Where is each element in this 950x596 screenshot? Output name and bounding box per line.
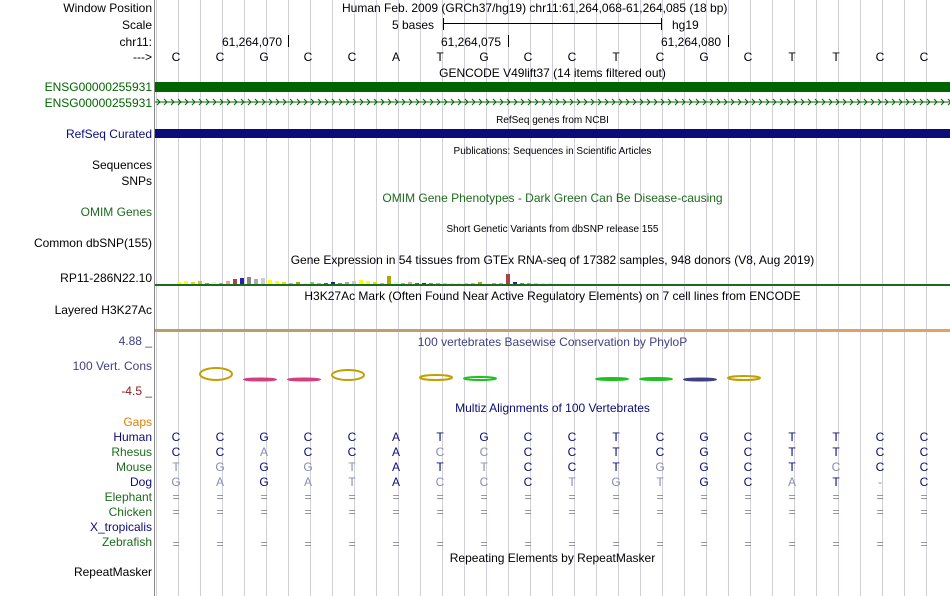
alignment-base-chicken: =: [832, 505, 840, 519]
alignment-base-chicken: =: [480, 505, 488, 519]
alignment-base-zebrafish: =: [480, 537, 488, 551]
scale-assembly: hg19: [672, 18, 699, 32]
alignment-base-dog: T: [348, 475, 356, 489]
label-vert-cons[interactable]: 100 Vert. Cons: [72, 359, 152, 373]
alignment-base-zebrafish: =: [348, 537, 356, 551]
coord-tick-3: [728, 35, 729, 47]
phylop-logo-mark: [288, 379, 320, 381]
publications-track-title: Publications: Sequences in Scientific Articles: [453, 146, 652, 157]
alignment-base-elephant: =: [744, 490, 752, 504]
coord-label-2: 61,264,075: [441, 35, 502, 49]
alignment-base-zebrafish: =: [392, 537, 400, 551]
phylop-track-title: 100 vertebrates Basewise Conservation by PhyloP: [417, 335, 688, 349]
alignment-base-dog: C: [743, 475, 753, 489]
alignment-base-dog: C: [479, 475, 489, 489]
alignment-base-dog: A: [391, 475, 400, 489]
alignment-base-human: T: [436, 430, 444, 444]
alignment-base-rhesus: C: [743, 445, 753, 459]
alignment-base-rhesus: C: [479, 445, 489, 459]
alignment-base-mouse: T: [436, 460, 444, 474]
reference-base: C: [215, 50, 225, 64]
alignment-base-rhesus: C: [919, 445, 929, 459]
alignment-base-zebrafish: =: [876, 537, 884, 551]
label-snps[interactable]: SNPs: [121, 174, 152, 188]
label-gtex-gene[interactable]: RP11-286N22.10: [60, 271, 152, 285]
scale-label: 5 bases: [392, 18, 435, 32]
label-chicken: Chicken: [108, 505, 152, 519]
alignment-base-chicken: =: [568, 505, 576, 519]
alignment-base-mouse: C: [743, 460, 753, 474]
alignment-base-dog: T: [656, 475, 664, 489]
label-zebrafish: Zebrafish: [101, 535, 152, 549]
gencode-track-title: GENCODE V49lift37 (14 items filtered out): [439, 66, 666, 80]
label-layered-h3k27ac[interactable]: Layered H3K27Ac: [54, 303, 152, 317]
alignment-base-human: A: [391, 430, 400, 444]
phylop-logo-mark: [420, 375, 452, 380]
alignment-base-rhesus: T: [788, 445, 796, 459]
label-chr: chr11:: [119, 35, 152, 49]
alignment-base-human: C: [567, 430, 577, 444]
alignment-base-zebrafish: =: [744, 537, 752, 551]
alignment-base-zebrafish: =: [832, 537, 840, 551]
reference-base: C: [655, 50, 665, 64]
alignment-base-rhesus: C: [347, 445, 357, 459]
alignment-base-dog: -: [878, 475, 882, 489]
reference-base: T: [612, 50, 620, 64]
label-gaps[interactable]: Gaps: [123, 415, 152, 429]
alignment-base-dog: C: [435, 475, 445, 489]
alignment-base-elephant: =: [788, 490, 796, 504]
alignment-base-elephant: =: [172, 490, 180, 504]
label-repeatmasker[interactable]: RepeatMasker: [73, 565, 152, 579]
alignment-base-rhesus: C: [303, 445, 313, 459]
phylop-logo-mark: [244, 379, 276, 381]
alignment-base-human: T: [788, 430, 796, 444]
reference-base: C: [171, 50, 181, 64]
alignment-base-human: C: [523, 430, 533, 444]
alignment-base-rhesus: G: [699, 445, 709, 459]
reference-base: T: [788, 50, 796, 64]
label-dog: Dog: [129, 475, 152, 489]
phylop-logo-graph[interactable]: [155, 364, 950, 396]
alignment-base-zebrafish: =: [172, 537, 180, 551]
alignment-base-human: C: [655, 430, 665, 444]
alignment-base-dog: C: [919, 475, 929, 489]
alignment-base-mouse: T: [172, 460, 180, 474]
alignment-base-zebrafish: =: [260, 537, 268, 551]
alignment-base-mouse: C: [567, 460, 577, 474]
alignment-base-zebrafish: =: [656, 537, 664, 551]
alignment-base-elephant: =: [524, 490, 532, 504]
alignment-base-human: G: [479, 430, 489, 444]
multiz-track-title: Multiz Alignments of 100 Vertebrates: [455, 401, 650, 415]
alignment-base-human: T: [832, 430, 840, 444]
reference-base: G: [699, 50, 709, 64]
alignment-base-zebrafish: =: [700, 537, 708, 551]
scale-bar: [443, 18, 662, 30]
repeatmasker-track-title: Repeating Elements by RepeatMasker: [449, 551, 656, 565]
alignment-base-mouse: C: [875, 460, 885, 474]
alignment-base-chicken: =: [876, 505, 884, 519]
alignment-base-rhesus: C: [875, 445, 885, 459]
reference-base: C: [743, 50, 753, 64]
reference-base: C: [303, 50, 313, 64]
alignment-base-chicken: =: [524, 505, 532, 519]
phylop-logo-mark: [200, 368, 232, 380]
alignment-base-elephant: =: [568, 490, 576, 504]
alignment-base-mouse: C: [831, 460, 841, 474]
refseq-track-title: RefSeq genes from NCBI: [496, 115, 609, 126]
reference-base: G: [479, 50, 489, 64]
alignment-base-elephant: =: [348, 490, 356, 504]
alignment-base-elephant: =: [216, 490, 224, 504]
alignment-base-zebrafish: =: [304, 537, 312, 551]
h3k27ac-signal[interactable]: [155, 329, 950, 332]
alignment-base-chicken: =: [172, 505, 180, 519]
alignment-base-rhesus: C: [435, 445, 445, 459]
phylop-logo-mark: [684, 379, 716, 381]
alignment-base-zebrafish: =: [524, 537, 532, 551]
label-refseq[interactable]: RefSeq Curated: [65, 127, 152, 141]
alignment-base-human: G: [259, 430, 269, 444]
gtex-tissue-bar[interactable]: [247, 277, 251, 284]
alignment-base-chicken: =: [260, 505, 268, 519]
alignment-base-dog: T: [568, 475, 576, 489]
alignment-base-human: C: [347, 430, 357, 444]
label-xtropicalis: X_tropicalis: [89, 520, 152, 534]
alignment-base-rhesus: T: [612, 445, 620, 459]
h3k27ac-track-title: H3K27Ac Mark (Often Found Near Active Regulatory Elements) on 7 cell lines from ENCODE: [304, 289, 801, 303]
alignment-base-human: C: [875, 430, 885, 444]
label-omim[interactable]: OMIM Genes: [80, 205, 152, 219]
alignment-base-mouse: G: [655, 460, 665, 474]
gtex-tissue-bar[interactable]: [387, 276, 391, 284]
alignment-base-chicken: =: [348, 505, 356, 519]
alignment-base-dog: A: [215, 475, 224, 489]
reference-base: C: [567, 50, 577, 64]
alignment-base-dog: T: [832, 475, 840, 489]
alignment-base-rhesus: T: [832, 445, 840, 459]
alignment-base-mouse: C: [523, 460, 533, 474]
alignment-base-human: C: [215, 430, 225, 444]
alignment-base-mouse: T: [348, 460, 356, 474]
coord-label-3: 61,264,080: [661, 35, 722, 49]
alignment-base-zebrafish: =: [788, 537, 796, 551]
label-mouse: Mouse: [115, 460, 152, 474]
phylop-logo-mark: [464, 377, 496, 380]
alignment-base-chicken: =: [304, 505, 312, 519]
alignment-base-zebrafish: =: [436, 537, 444, 551]
alignment-base-elephant: =: [612, 490, 620, 504]
alignment-base-chicken: =: [436, 505, 444, 519]
alignment-base-dog: G: [611, 475, 621, 489]
label-rhesus: Rhesus: [111, 445, 152, 459]
alignment-base-elephant: =: [304, 490, 312, 504]
omim-track-title: OMIM Gene Phenotypes - Dark Green Can Be Disease-causing: [382, 191, 723, 205]
alignment-base-mouse: T: [612, 460, 620, 474]
alignment-base-rhesus: C: [171, 445, 181, 459]
gtex-track-title: Gene Expression in 54 tissues from GTEx RNA-seq of 17382 samples, 948 donors (V8, Aug 2019): [290, 253, 815, 267]
label-gencode-1[interactable]: ENSG00000255931: [44, 80, 152, 94]
alignment-base-mouse: G: [699, 460, 709, 474]
alignment-base-rhesus: C: [567, 445, 577, 459]
alignment-base-mouse: T: [788, 460, 796, 474]
alignment-base-chicken: =: [788, 505, 796, 519]
gtex-baseline: [155, 284, 950, 286]
alignment-base-human: C: [171, 430, 181, 444]
alignment-base-rhesus: C: [215, 445, 225, 459]
alignment-base-chicken: =: [920, 505, 928, 519]
label-gencode-2[interactable]: ENSG00000255931: [44, 96, 152, 110]
alignment-base-rhesus: A: [391, 445, 400, 459]
alignment-base-zebrafish: =: [612, 537, 620, 551]
alignment-base-human: G: [699, 430, 709, 444]
alignment-base-chicken: =: [392, 505, 400, 519]
alignment-base-elephant: =: [700, 490, 708, 504]
alignment-base-elephant: =: [392, 490, 400, 504]
alignment-base-chicken: =: [656, 505, 664, 519]
alignment-base-chicken: =: [216, 505, 224, 519]
phylop-logo-mark: [596, 378, 628, 380]
label-sequences[interactable]: Sequences: [91, 158, 152, 172]
reference-base: A: [391, 50, 400, 64]
coord-tick-2: [508, 35, 509, 47]
alignment-base-mouse: G: [303, 460, 313, 474]
alignment-base-zebrafish: =: [920, 537, 928, 551]
alignment-base-rhesus: A: [259, 445, 268, 459]
phylop-logo-mark: [640, 378, 672, 380]
label-phylop-max: 4.88 _: [118, 334, 152, 348]
alignment-base-human: C: [303, 430, 313, 444]
track-label-column: [0, 0, 155, 596]
reference-base: C: [523, 50, 533, 64]
label-scale: Scale: [121, 18, 152, 32]
alignment-base-dog: G: [171, 475, 181, 489]
alignment-base-dog: G: [259, 475, 269, 489]
gtex-expression-bars[interactable]: [155, 268, 555, 284]
alignment-base-mouse: T: [480, 460, 488, 474]
refseq-gene-bar[interactable]: [155, 129, 950, 138]
alignment-base-mouse: A: [391, 460, 400, 474]
reference-base: G: [259, 50, 269, 64]
alignment-base-human: C: [919, 430, 929, 444]
alignment-base-mouse: C: [919, 460, 929, 474]
alignment-base-zebrafish: =: [568, 537, 576, 551]
alignment-base-chicken: =: [744, 505, 752, 519]
reference-base: T: [832, 50, 840, 64]
alignment-base-mouse: G: [259, 460, 269, 474]
coord-tick-1: [288, 35, 289, 47]
phylop-logo-mark: [728, 376, 760, 380]
alignment-base-elephant: =: [480, 490, 488, 504]
alignment-base-zebrafish: =: [216, 537, 224, 551]
label-phylop-min: -4.5 _: [121, 384, 152, 398]
gtex-tissue-bar[interactable]: [506, 274, 510, 284]
label-common-dbsnp[interactable]: Common dbSNP(155): [33, 236, 152, 250]
alignment-base-dog: A: [303, 475, 312, 489]
alignment-base-elephant: =: [832, 490, 840, 504]
alignment-base-elephant: =: [260, 490, 268, 504]
alignment-base-dog: C: [523, 475, 533, 489]
phylop-logo-mark: [332, 370, 364, 380]
label-strand-arrow: --->: [133, 50, 152, 64]
label-window-position: Window Position: [63, 1, 152, 15]
alignment-base-human: C: [743, 430, 753, 444]
alignment-base-rhesus: C: [523, 445, 533, 459]
gencode-gene-bar[interactable]: [155, 82, 950, 92]
alignment-base-elephant: =: [436, 490, 444, 504]
gencode-intron-line[interactable]: [155, 97, 950, 107]
alignment-base-elephant: =: [920, 490, 928, 504]
alignment-base-elephant: =: [876, 490, 884, 504]
reference-base: C: [919, 50, 929, 64]
label-elephant: Elephant: [104, 490, 152, 504]
dbsnp-track-title: Short Genetic Variants from dbSNP release 155: [446, 224, 659, 235]
alignment-base-dog: A: [787, 475, 796, 489]
reference-base: T: [436, 50, 444, 64]
alignment-base-mouse: G: [215, 460, 225, 474]
alignment-base-elephant: =: [656, 490, 664, 504]
reference-base: C: [875, 50, 885, 64]
alignment-base-rhesus: C: [655, 445, 665, 459]
reference-base: C: [347, 50, 357, 64]
alignment-base-human: T: [612, 430, 620, 444]
alignment-base-chicken: =: [700, 505, 708, 519]
window-position-text: Human Feb. 2009 (GRCh37/hg19) chr11:61,264,068-61,264,085 (18 bp): [342, 1, 728, 15]
alignment-base-dog: G: [699, 475, 709, 489]
label-human: Human: [113, 430, 152, 444]
alignment-base-chicken: =: [612, 505, 620, 519]
coord-label-1: 61,264,070: [222, 35, 283, 49]
